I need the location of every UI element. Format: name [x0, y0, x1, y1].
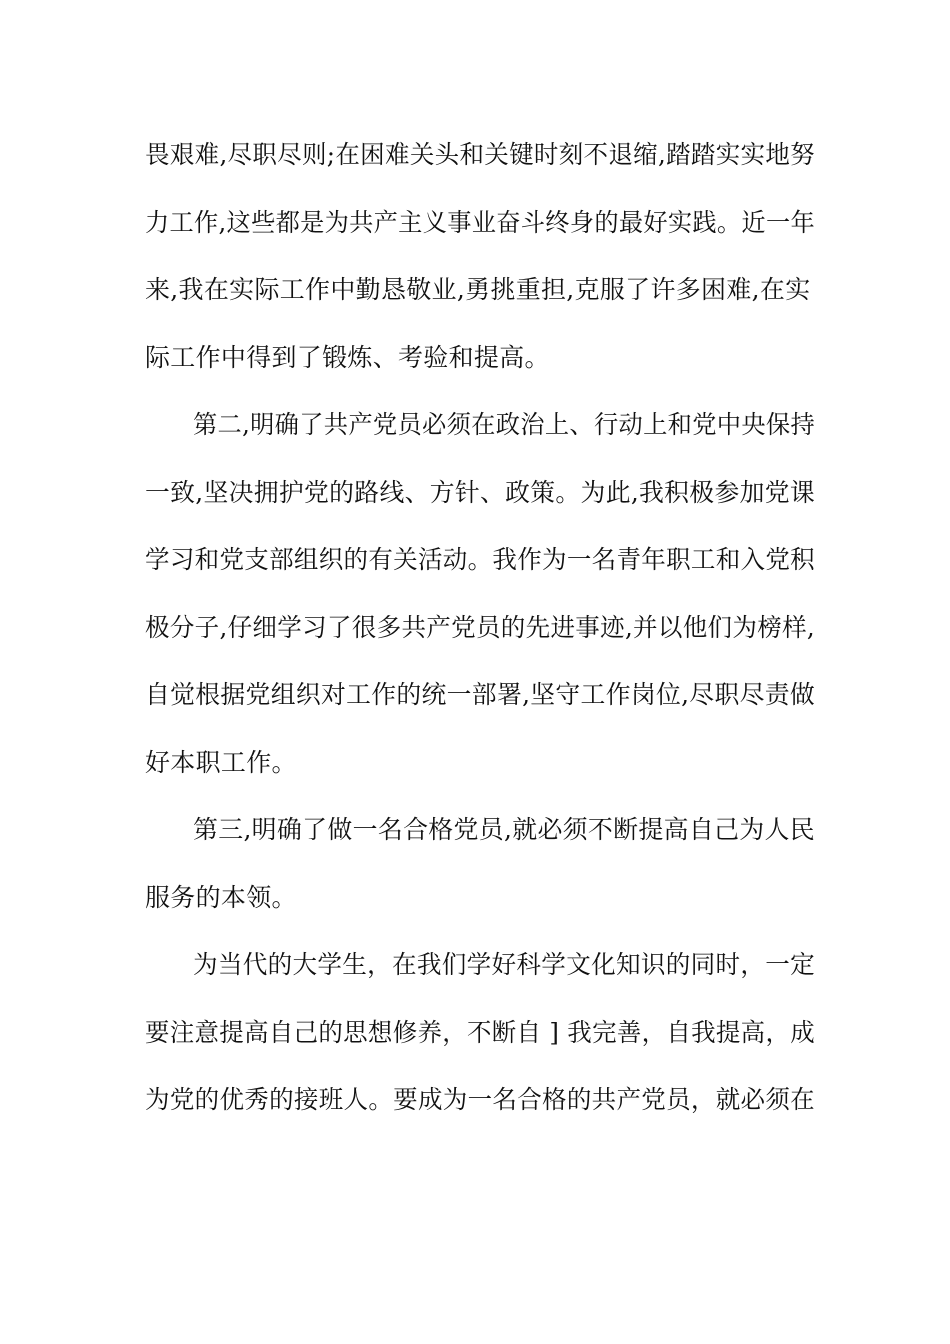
text-line: 第三,明确了做一名合格党员,就必须不断提高自己为人民 — [193, 815, 815, 844]
text-line: 极分子,仔细学习了很多共产党员的先进事迹,并以他们为榜样, — [145, 612, 815, 642]
text-line: 来,我在实际工作中勤恳敬业,勇挑重担,克服了许多困难,在实 — [145, 275, 811, 304]
text-line: 为当代的大学生，在我们学好科学文化知识的同时，一定 — [193, 950, 815, 979]
text-line: 学习和党支部组织的有关活动。我作为一名青年职工和入党积 — [145, 545, 815, 574]
text-line: 自觉根据党组织对工作的统一部署,坚守工作岗位,尽职尽责做 — [145, 680, 815, 709]
text-line: 一致,坚决拥护党的路线、方针、政策。为此,我积极参加党课 — [145, 477, 815, 507]
text-line: 好本职工作。 — [145, 747, 297, 777]
text-line: 服务的本领。 — [145, 882, 297, 912]
text-line: 要注意提高自己的思想修养，不断自 ] 我完善，自我提高，成 — [145, 1017, 815, 1047]
text-line: 力工作,这些都是为共产主义事业奋斗终身的最好实践。近一年 — [145, 207, 815, 237]
text-line: 第二,明确了共产党员必须在政治上、行动上和党中央保持 — [193, 410, 815, 439]
text-line: 畏艰难,尽职尽则;在困难关头和关键时刻不退缩,踏踏实实地努 — [145, 140, 815, 169]
text-line: 际工作中得到了锻炼、考验和提高。 — [145, 342, 550, 372]
document-body — [145, 128, 815, 1141]
text-line: 为党的优秀的接班人。要成为一名合格的共产党员，就必须在 — [145, 1085, 815, 1114]
